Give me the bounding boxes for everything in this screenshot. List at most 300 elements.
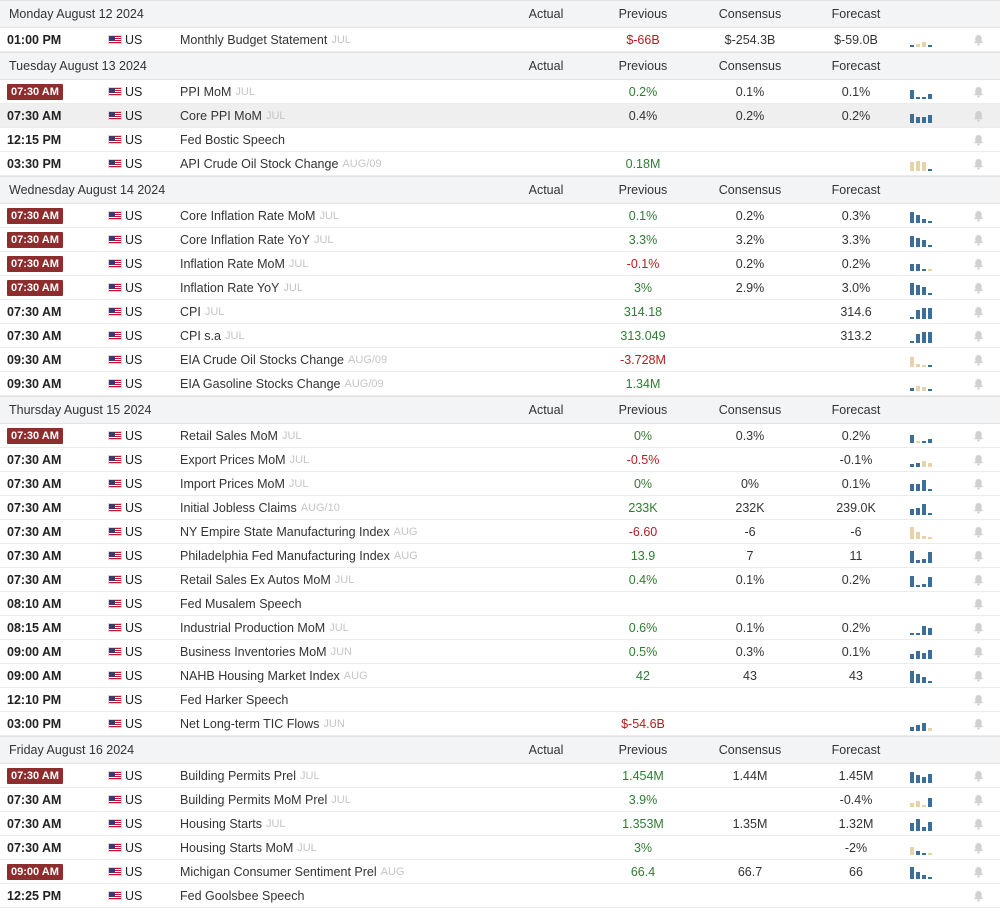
sparkline-chart[interactable] <box>910 448 942 471</box>
event-previous <box>603 592 683 615</box>
event-previous: 0.2% <box>628 84 658 99</box>
event-name-link[interactable]: EIA Gasoline Stocks Change <box>180 376 341 391</box>
event-time: 07:30 AM <box>7 548 62 563</box>
event-previous <box>603 884 683 907</box>
event-forecast[interactable]: 66 <box>849 864 863 879</box>
event-time-cell <box>7 424 63 447</box>
day-date: Friday August 16 2024 <box>9 743 135 757</box>
event-country: US <box>125 692 143 707</box>
event-name-link[interactable]: Net Long-term TIC Flows <box>180 716 320 731</box>
sparkline-bar <box>928 628 932 635</box>
sparkline-bar <box>916 851 920 855</box>
event-forecast[interactable]: 3.3% <box>841 232 871 247</box>
event-forecast[interactable]: 0.3% <box>841 208 871 223</box>
event-name-link[interactable]: Import Prices MoM <box>180 476 285 491</box>
sparkline-bar <box>916 801 920 807</box>
sparkline-chart[interactable] <box>910 788 942 811</box>
us-flag-icon <box>108 544 122 567</box>
event-name-cell <box>180 300 224 323</box>
column-header-previous: Previous <box>618 59 668 73</box>
us-flag-icon <box>108 664 122 687</box>
event-row[interactable] <box>0 252 1000 276</box>
event-actual <box>510 348 582 371</box>
event-country: US <box>125 452 143 467</box>
sparkline-chart[interactable] <box>910 884 942 907</box>
sparkline-chart[interactable] <box>910 276 942 299</box>
event-time-cell <box>7 372 61 395</box>
event-forecast[interactable] <box>816 688 896 711</box>
event-name-link[interactable]: Retail Sales Ex Autos MoM <box>180 572 331 587</box>
event-forecast[interactable] <box>816 348 896 371</box>
event-time-cell <box>7 712 61 735</box>
event-row[interactable] <box>0 300 1000 324</box>
event-country: US <box>125 84 143 99</box>
event-name-link[interactable]: Philadelphia Fed Manufacturing Index <box>180 548 390 563</box>
event-forecast[interactable]: 1.32M <box>838 816 874 831</box>
event-name-link[interactable]: Retail Sales MoM <box>180 428 278 443</box>
alert-bell-icon[interactable] <box>970 616 986 639</box>
sparkline-bar <box>916 775 920 783</box>
alert-bell-icon[interactable] <box>970 472 986 495</box>
sparkline-chart[interactable] <box>910 80 942 103</box>
sparkline-chart[interactable] <box>910 544 942 567</box>
sparkline-bar <box>916 725 920 731</box>
event-actual <box>510 640 582 663</box>
event-forecast[interactable]: 0.1% <box>841 84 871 99</box>
event-name-link[interactable]: Initial Jobless Claims <box>180 500 297 515</box>
sparkline-bar <box>910 114 914 123</box>
event-forecast[interactable] <box>816 592 896 615</box>
sparkline-chart[interactable] <box>910 520 942 543</box>
event-row[interactable] <box>0 688 1000 712</box>
event-name-link[interactable]: CPI <box>180 304 201 319</box>
alert-bell-icon[interactable] <box>970 424 986 447</box>
event-reference: JUL <box>265 109 286 122</box>
event-row[interactable] <box>0 28 1000 52</box>
event-row[interactable] <box>0 324 1000 348</box>
event-consensus: 2.9% <box>735 280 765 295</box>
sparkline-bar <box>922 504 926 515</box>
event-time-cell <box>7 884 61 907</box>
event-row[interactable] <box>0 276 1000 300</box>
event-actual <box>510 448 582 471</box>
event-actual <box>510 568 582 591</box>
day-header <box>0 396 1000 424</box>
alert-bell-icon[interactable] <box>970 28 986 51</box>
sparkline-chart[interactable] <box>910 152 942 175</box>
sparkline <box>910 477 942 491</box>
alert-bell-icon[interactable] <box>970 520 986 543</box>
event-forecast[interactable]: 0.1% <box>841 644 871 659</box>
event-forecast[interactable]: -0.4% <box>839 792 873 807</box>
event-actual <box>510 520 582 543</box>
alert-bell-icon[interactable] <box>970 592 986 615</box>
event-time: 07:30 AM <box>7 304 62 319</box>
event-name-cell <box>180 764 320 787</box>
event-row[interactable] <box>0 712 1000 736</box>
event-forecast[interactable]: -0.1% <box>839 452 873 467</box>
event-forecast[interactable]: 0.2% <box>841 108 871 123</box>
event-name-link[interactable]: Export Prices MoM <box>180 452 286 467</box>
event-name-link[interactable]: Core Inflation Rate MoM <box>180 208 316 223</box>
sparkline-chart[interactable] <box>910 764 942 787</box>
event-previous <box>603 688 683 711</box>
event-row[interactable] <box>0 104 1000 128</box>
event-time-cell <box>7 348 61 371</box>
event-reference: JUL <box>281 429 302 442</box>
event-consensus: 0.2% <box>735 108 765 123</box>
day-date: Wednesday August 14 2024 <box>9 183 166 197</box>
event-time-cell <box>7 152 61 175</box>
event-name-link[interactable]: Business Inventories MoM <box>180 644 327 659</box>
event-forecast[interactable]: 0.2% <box>841 620 871 635</box>
alert-bell-icon[interactable] <box>970 228 986 251</box>
event-name-link[interactable]: Building Permits MoM Prel <box>180 792 328 807</box>
alert-bell-icon[interactable] <box>970 496 986 519</box>
event-country: US <box>125 816 143 831</box>
column-header-previous: Previous <box>618 183 668 197</box>
event-row[interactable] <box>0 568 1000 592</box>
event-name-link[interactable]: Fed Harker Speech <box>180 692 289 707</box>
event-forecast[interactable]: 313.2 <box>840 328 872 343</box>
sparkline-bar <box>928 365 932 367</box>
column-header-consensus: Consensus <box>718 59 782 73</box>
event-forecast[interactable]: 1.45M <box>838 768 874 783</box>
event-row[interactable] <box>0 228 1000 252</box>
event-name-link[interactable]: NAHB Housing Market Index <box>180 668 340 683</box>
event-name-link[interactable]: Industrial Production MoM <box>180 620 326 635</box>
sparkline-chart[interactable] <box>910 424 942 447</box>
us-flag-icon <box>108 228 122 251</box>
event-time-badge: 09:00 AM <box>7 864 63 880</box>
sparkline-chart[interactable] <box>910 592 942 615</box>
alert-bell-icon[interactable] <box>970 348 986 371</box>
event-name-link[interactable]: Housing Starts MoM <box>180 840 294 855</box>
alert-bell-icon[interactable] <box>970 640 986 663</box>
event-row[interactable] <box>0 424 1000 448</box>
event-reference: AUG <box>393 549 418 562</box>
alert-bell-icon[interactable] <box>970 544 986 567</box>
alert-bell-icon[interactable] <box>970 276 986 299</box>
event-forecast[interactable]: 0.1% <box>841 476 871 491</box>
event-row[interactable] <box>0 788 1000 812</box>
event-name-link[interactable]: CPI s.a <box>180 328 221 343</box>
event-forecast[interactable] <box>816 152 896 175</box>
event-name-link[interactable]: Building Permits Prel <box>180 768 297 783</box>
column-header-previous: Previous <box>618 743 668 757</box>
event-time: 08:10 AM <box>7 596 62 611</box>
sparkline-chart[interactable] <box>910 372 942 395</box>
sparkline-chart[interactable] <box>910 28 942 51</box>
event-name-link[interactable]: Core Inflation Rate YoY <box>180 232 310 247</box>
sparkline-bar <box>916 117 920 123</box>
alert-bell-icon[interactable] <box>970 884 986 907</box>
event-name-link[interactable]: EIA Crude Oil Stocks Change <box>180 352 344 367</box>
alert-bell-icon[interactable] <box>970 300 986 323</box>
us-flag-icon <box>108 520 122 543</box>
event-actual <box>510 688 582 711</box>
event-row[interactable] <box>0 80 1000 104</box>
event-forecast[interactable]: -6 <box>850 524 862 539</box>
column-header-actual: Actual <box>528 403 564 417</box>
event-name-cell <box>180 348 387 371</box>
sparkline-chart[interactable] <box>910 300 942 323</box>
alert-bell-icon[interactable] <box>970 788 986 811</box>
sparkline-chart[interactable] <box>910 664 942 687</box>
event-row[interactable] <box>0 448 1000 472</box>
day-header <box>0 176 1000 204</box>
event-name-link[interactable]: Michigan Consumer Sentiment Prel <box>180 864 377 879</box>
event-name-link[interactable]: NY Empire State Manufacturing Index <box>180 524 390 539</box>
event-name-link[interactable]: API Crude Oil Stock Change <box>180 156 339 171</box>
event-forecast[interactable] <box>816 372 896 395</box>
event-consensus <box>710 448 790 471</box>
event-time: 07:30 AM <box>7 108 62 123</box>
event-forecast[interactable] <box>816 884 896 907</box>
event-row[interactable] <box>0 544 1000 568</box>
sparkline-bar <box>916 463 920 467</box>
sparkline-chart[interactable] <box>910 128 942 151</box>
alert-bell-icon[interactable] <box>970 764 986 787</box>
day-header <box>0 52 1000 80</box>
event-name-cell <box>180 276 303 299</box>
event-name-link[interactable]: Monthly Budget Statement <box>180 32 328 47</box>
sparkline-bar <box>916 484 920 491</box>
sparkline-bar <box>922 441 926 443</box>
event-previous: -0.5% <box>626 452 660 467</box>
alert-bell-icon[interactable] <box>970 860 986 883</box>
event-name-link[interactable]: Inflation Rate MoM <box>180 256 285 271</box>
event-reference: JUL <box>225 329 245 342</box>
sparkline-chart[interactable] <box>910 204 942 227</box>
event-consensus: 0% <box>740 476 760 491</box>
alert-bell-icon[interactable] <box>970 128 986 151</box>
alert-bell-icon[interactable] <box>970 252 986 275</box>
event-time: 01:00 PM <box>7 32 62 47</box>
sparkline-bar <box>910 212 914 223</box>
event-forecast[interactable] <box>816 128 896 151</box>
event-name-link[interactable]: Core PPI MoM <box>180 108 262 123</box>
event-row[interactable] <box>0 640 1000 664</box>
sparkline-bar <box>928 877 932 879</box>
sparkline-bar <box>922 219 926 223</box>
event-reference: JUL <box>334 573 355 586</box>
event-row[interactable] <box>0 496 1000 520</box>
event-forecast[interactable]: 0.2% <box>841 572 871 587</box>
event-previous: 42 <box>636 668 650 683</box>
event-reference: JUL <box>297 841 317 854</box>
event-consensus <box>710 128 790 151</box>
alert-bell-icon[interactable] <box>970 372 986 395</box>
sparkline-bar <box>928 115 932 123</box>
sparkline <box>910 501 942 515</box>
us-flag-icon <box>108 688 122 711</box>
sparkline-chart[interactable] <box>910 616 942 639</box>
sparkline-bar <box>916 44 920 47</box>
event-country: US <box>125 888 143 903</box>
sparkline-chart[interactable] <box>910 104 942 127</box>
flag-glyph <box>108 479 122 488</box>
event-reference: JUL <box>319 209 340 222</box>
event-previous: 3.9% <box>628 792 658 807</box>
us-flag-icon <box>108 276 122 299</box>
sparkline-bar <box>928 269 932 271</box>
event-row[interactable] <box>0 836 1000 860</box>
event-name-cell <box>180 640 352 663</box>
event-forecast[interactable]: 43 <box>849 668 863 683</box>
event-row[interactable] <box>0 204 1000 228</box>
event-row[interactable] <box>0 812 1000 836</box>
column-header-previous: Previous <box>618 403 668 417</box>
event-name-link[interactable]: Housing Starts <box>180 816 262 831</box>
event-country: US <box>125 768 143 783</box>
event-row[interactable] <box>0 520 1000 544</box>
event-name-link[interactable]: Fed Musalem Speech <box>180 596 302 611</box>
event-forecast[interactable]: 314.6 <box>840 304 872 319</box>
sparkline-bar <box>928 728 932 731</box>
event-row[interactable] <box>0 472 1000 496</box>
flag-glyph <box>108 551 122 560</box>
event-reference: JUL <box>331 793 351 806</box>
event-country: US <box>125 500 143 515</box>
alert-bell-icon[interactable] <box>970 712 986 735</box>
sparkline-chart[interactable] <box>910 688 942 711</box>
event-time-cell <box>7 788 61 811</box>
alert-bell-icon[interactable] <box>970 152 986 175</box>
us-flag-icon <box>108 348 122 371</box>
sparkline-bar <box>922 117 926 123</box>
event-country: US <box>125 596 143 611</box>
event-country: US <box>125 620 143 635</box>
event-row[interactable] <box>0 616 1000 640</box>
event-name-link[interactable]: Inflation Rate YoY <box>180 280 280 295</box>
sparkline <box>910 865 942 879</box>
flag-glyph <box>108 111 122 120</box>
alert-bell-icon[interactable] <box>970 836 986 859</box>
event-forecast[interactable]: 239.0K <box>836 500 876 515</box>
sparkline-bar <box>910 484 914 491</box>
event-row[interactable] <box>0 884 1000 908</box>
event-forecast[interactable]: 3.0% <box>841 280 871 295</box>
event-name-cell <box>180 664 368 687</box>
event-reference: JUN <box>323 717 345 730</box>
flag-glyph <box>108 259 122 268</box>
event-forecast[interactable] <box>816 712 896 735</box>
event-name-link[interactable]: PPI MoM <box>180 84 232 99</box>
event-forecast[interactable]: 0.2% <box>841 428 871 443</box>
alert-bell-icon[interactable] <box>970 104 986 127</box>
sparkline-bar <box>910 551 914 563</box>
event-row[interactable] <box>0 860 1000 884</box>
sparkline <box>910 85 942 99</box>
event-time: 09:30 AM <box>7 352 62 367</box>
sparkline-chart[interactable] <box>910 228 942 251</box>
sparkline-bar <box>910 576 914 587</box>
sparkline-bar <box>916 441 920 443</box>
alert-bell-icon[interactable] <box>970 80 986 103</box>
event-name-link[interactable]: Fed Bostic Speech <box>180 132 285 147</box>
flag-glyph <box>108 135 122 144</box>
sparkline-bar <box>928 439 932 443</box>
event-reference: AUG/10 <box>300 501 340 514</box>
event-time-cell <box>7 764 63 787</box>
sparkline-chart[interactable] <box>910 348 942 371</box>
event-consensus: 66.7 <box>737 864 763 879</box>
event-row[interactable] <box>0 764 1000 788</box>
event-forecast[interactable]: $-59.0B <box>834 32 878 47</box>
event-row[interactable] <box>0 128 1000 152</box>
flag-glyph <box>108 331 122 340</box>
alert-bell-icon[interactable] <box>970 688 986 711</box>
sparkline-bar <box>910 90 914 99</box>
event-consensus <box>710 712 790 735</box>
event-consensus: 0.2% <box>735 208 765 223</box>
sparkline-chart[interactable] <box>910 640 942 663</box>
event-forecast[interactable]: -2% <box>844 840 868 855</box>
sparkline-chart[interactable] <box>910 472 942 495</box>
event-forecast[interactable]: 11 <box>849 548 863 563</box>
sparkline-chart[interactable] <box>910 568 942 591</box>
alert-bell-icon[interactable] <box>970 448 986 471</box>
event-row[interactable] <box>0 348 1000 372</box>
event-country: US <box>125 792 143 807</box>
flag-glyph <box>108 891 122 900</box>
event-name-cell <box>180 80 255 103</box>
sparkline-chart[interactable] <box>910 860 942 883</box>
us-flag-icon <box>108 252 122 275</box>
sparkline-bar <box>916 161 920 171</box>
sparkline <box>910 769 942 783</box>
alert-bell-icon[interactable] <box>970 664 986 687</box>
event-name-link[interactable]: Fed Goolsbee Speech <box>180 888 305 903</box>
column-header-consensus: Consensus <box>718 403 782 417</box>
alert-bell-icon[interactable] <box>970 568 986 591</box>
event-actual <box>510 372 582 395</box>
day-header <box>0 0 1000 28</box>
flag-glyph <box>108 307 122 316</box>
alert-bell-icon[interactable] <box>970 812 986 835</box>
event-consensus: 0.2% <box>735 256 765 271</box>
alert-bell-icon[interactable] <box>970 324 986 347</box>
flag-glyph <box>108 159 122 168</box>
sparkline-chart[interactable] <box>910 712 942 735</box>
sparkline-bar <box>928 308 932 319</box>
event-reference: AUG <box>393 525 418 538</box>
sparkline-chart[interactable] <box>910 324 942 347</box>
sparkline-chart[interactable] <box>910 496 942 519</box>
sparkline-chart[interactable] <box>910 836 942 859</box>
event-name-cell <box>180 252 308 275</box>
event-forecast[interactable]: 0.2% <box>841 256 871 271</box>
sparkline <box>910 329 942 343</box>
sparkline-bar <box>922 387 926 391</box>
event-row[interactable] <box>0 152 1000 176</box>
sparkline-bar <box>910 264 914 271</box>
alert-bell-icon[interactable] <box>970 204 986 227</box>
sparkline-bar <box>922 162 926 171</box>
sparkline <box>910 109 942 123</box>
event-consensus: 0.3% <box>735 644 765 659</box>
column-header-consensus: Consensus <box>718 743 782 757</box>
event-row[interactable] <box>0 372 1000 396</box>
sparkline-chart[interactable] <box>910 812 942 835</box>
event-row[interactable] <box>0 664 1000 688</box>
sparkline-bar <box>910 671 914 683</box>
event-name-cell <box>180 472 308 495</box>
event-row[interactable] <box>0 592 1000 616</box>
sparkline-bar <box>928 798 932 807</box>
sparkline-chart[interactable] <box>910 252 942 275</box>
